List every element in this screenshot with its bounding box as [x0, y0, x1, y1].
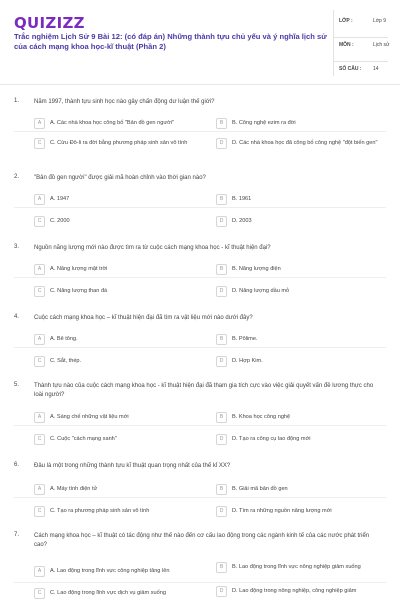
question-number: 6. — [14, 462, 20, 468]
question-number: 1. — [14, 98, 20, 104]
option-letter-badge: A — [34, 484, 45, 495]
question-number: 3. — [14, 244, 20, 250]
question-text: Năm 1997, thành tựu sinh học nào gây chấn động dư luận thế giới? — [34, 99, 215, 105]
question-number: 5. — [14, 382, 20, 388]
option-letter-badge: D — [216, 434, 227, 445]
option-text: D. Lao động trong nông nghiệp, công nghiệp giảm — [232, 588, 357, 594]
option-letter-badge: A — [34, 566, 45, 577]
option-divider — [14, 131, 386, 132]
worksheet-title: Trắc nghiệm Lịch Sử 9 Bài 12: (có đáp án) Những thành tựu chủ yếu và ý nghĩa lịch sử của cách mạng khoa học-kĩ thuật (Phần 2) — [14, 32, 327, 51]
option-text: B. 1961 — [232, 196, 252, 202]
option-text: C. Cuộc "cách mạng xanh" — [50, 436, 117, 442]
option-text: B. Lao động trong lĩnh vực nông nghiệp giảm xuống — [232, 564, 361, 570]
option-text: D. Năng lượng dầu mỏ — [232, 288, 290, 294]
option-letter-badge: B — [216, 118, 227, 129]
meta-box — [333, 10, 390, 76]
option-divider — [14, 425, 386, 426]
option-letter-badge: D — [216, 506, 227, 517]
option-letter-badge: B — [216, 484, 227, 495]
subject-value: Lịch sử — [373, 42, 390, 48]
option-text: A. Máy tính điện tử — [50, 486, 98, 492]
option-text: B. Năng lượng điện — [232, 266, 281, 272]
option-letter-badge: D — [216, 286, 227, 297]
question-text: Cuộc cách mạng khoa học – kĩ thuật hiện đại đã tìm ra vật liệu mới nào dưới đây? — [34, 315, 253, 321]
option-text: A. Lao động trong lĩnh vực công nghiệp tăng lên — [50, 568, 170, 574]
subject-label: MÔN : — [339, 42, 354, 48]
option-text: C. Tạo ra phương pháp sinh sản vô tính — [50, 508, 150, 514]
question-number: 7. — [14, 532, 20, 538]
option-letter-badge: C — [34, 434, 45, 445]
option-letter-badge: B — [216, 562, 227, 573]
question-text: Nguồn năng lượng mới nào được tìm ra từ cuộc cách mạng khoa học - kĩ thuật hiện đại? — [34, 245, 271, 251]
option-letter-badge: C — [34, 216, 45, 227]
question-text: Thành tựu nào của cuộc cách mạng khoa học - kĩ thuật hiện đại đã tham gia tích cực vào việc giải quyết vấn đề lương thực cho loài người? — [34, 383, 374, 398]
option-letter-badge: C — [34, 588, 45, 599]
option-letter-badge: A — [34, 334, 45, 345]
worksheet-header — [0, 0, 400, 84]
option-divider — [14, 277, 386, 278]
option-letter-badge: A — [34, 118, 45, 129]
option-divider — [14, 497, 386, 498]
class-value: Lớp 9 — [373, 18, 387, 24]
option-text: C. Sắt, thép. — [50, 358, 82, 364]
option-text: B. Giải mã bản đồ gen — [232, 486, 288, 492]
option-text: C. 2000 — [50, 218, 70, 224]
class-label: LỚP : — [339, 18, 353, 24]
option-letter-badge: C — [34, 286, 45, 297]
option-text: D. 2003 — [232, 218, 252, 224]
option-letter-badge: C — [34, 506, 45, 517]
count-value: 14 — [373, 66, 379, 72]
option-letter-badge: D — [216, 586, 227, 597]
option-divider — [14, 347, 386, 348]
option-text: B. Khoa học công nghệ — [232, 414, 291, 420]
option-divider — [14, 207, 386, 208]
option-text: A. Năng lượng mặt trời — [50, 266, 108, 272]
count-label: SỐ CÂU : — [339, 66, 362, 72]
option-text: C. Năng lượng than đá — [50, 288, 108, 294]
option-text: B. Pôlime. — [232, 336, 258, 342]
option-letter-badge: B — [216, 264, 227, 275]
option-letter-badge: A — [34, 412, 45, 423]
option-letter-badge: A — [34, 194, 45, 205]
question-number: 2. — [14, 174, 20, 180]
option-letter-badge: D — [216, 216, 227, 227]
header-divider — [0, 84, 400, 85]
option-letter-badge: B — [216, 334, 227, 345]
option-text: C. Lao động trong lĩnh vực dịch vụ giảm xuống — [50, 590, 166, 596]
meta-divider — [334, 37, 388, 38]
option-text: A. Các nhà khoa học công bố "Bản đồ gen người" — [50, 120, 174, 126]
quizizz-logo: QUIZIZZ — [14, 14, 85, 32]
question-text: Đâu là một trong những thành tựu kĩ thuật quan trọng nhất của thế kỉ XX? — [34, 463, 231, 469]
meta-divider — [334, 61, 388, 62]
option-text: D. Tạo ra công cụ lao động mới — [232, 436, 311, 442]
question-text: "Bản đồ gen người" được giải mã hoàn chỉnh vào thời gian nào? — [34, 175, 206, 181]
option-text: B. Công nghệ ezim ra đời — [232, 120, 296, 126]
option-letter-badge: B — [216, 412, 227, 423]
option-letter-badge: B — [216, 194, 227, 205]
option-text: D. Tìm ra những nguồn năng lượng mới — [232, 508, 332, 514]
option-divider — [14, 582, 386, 583]
option-text: D. Các nhà khoa học đã công bố công nghệ "đột biến gen" — [232, 140, 378, 146]
option-letter-badge: C — [34, 356, 45, 367]
question-text: Cách mạng khoa học – kĩ thuật có tác động như thế nào đến cơ cấu lao động trong các ngành kinh tế của các nước phát triển cao? — [34, 533, 370, 548]
option-letter-badge: D — [216, 138, 227, 149]
option-text: D. Hợp Kim. — [232, 358, 263, 364]
question-number: 4. — [14, 314, 20, 320]
option-letter-badge: C — [34, 138, 45, 149]
option-text: C. Cừu Đô-li ra đời bằng phương pháp sinh sản vô tính — [50, 140, 188, 146]
option-letter-badge: D — [216, 356, 227, 367]
option-letter-badge: A — [34, 264, 45, 275]
option-text: A. Bê tông. — [50, 336, 78, 342]
option-text: A. 1947 — [50, 196, 70, 202]
option-text: A. Sáng chế những vật liệu mới — [50, 414, 129, 420]
